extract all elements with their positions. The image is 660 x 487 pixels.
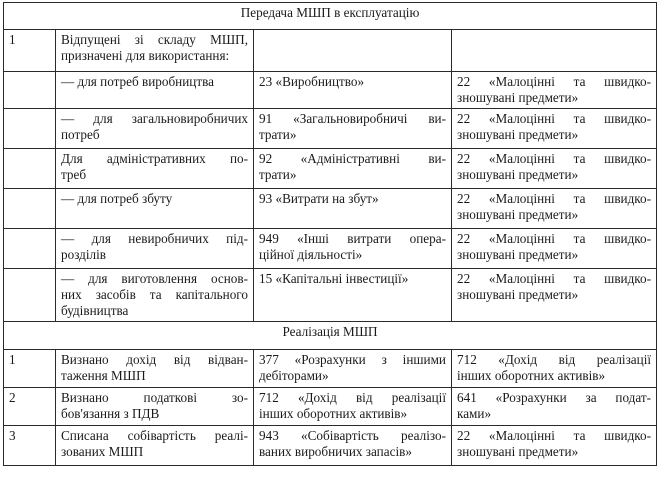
- credit-account-line: 22 «Малоцінні та швидко-: [457, 231, 652, 246]
- debit-account-line: 712 «Дохід від реалізації: [259, 390, 446, 405]
- operation-description: [56, 109, 254, 149]
- debit-account-line: 91 «Загальновиробничі ви-: [259, 111, 446, 126]
- credit-account-line: 712 «Дохід від реалізації: [457, 352, 652, 367]
- operation-description-line: — для невиробничих під-: [61, 231, 248, 246]
- credit-account-line: 22 «Малоцінні та швидко-: [457, 271, 652, 286]
- section-header-row: [4, 3, 657, 30]
- table-row: [4, 388, 657, 426]
- row-number: 2: [4, 388, 56, 426]
- row-number: [4, 109, 56, 149]
- credit-account: [452, 109, 657, 149]
- debit-account: [254, 189, 452, 229]
- operation-description-line: — для виготовлення основ-: [61, 271, 248, 286]
- table-row: [4, 426, 657, 466]
- operation-description-line: бов'язання з ПДВ: [61, 406, 160, 421]
- credit-account-line: 22 «Малоцінні та швидко-: [457, 428, 652, 443]
- row-number: [4, 149, 56, 189]
- accounting-entries-table: [3, 2, 657, 466]
- operation-description: [56, 189, 254, 229]
- table-row: [4, 189, 657, 229]
- credit-account-line: зношувані предмети»: [457, 207, 579, 222]
- operation-description: [56, 388, 254, 426]
- operation-description: [56, 30, 254, 72]
- table-row: [4, 72, 657, 109]
- debit-account-line: 23 «Виробництво»: [259, 74, 365, 89]
- operation-description-line: будівництва: [61, 303, 129, 318]
- operation-description-line: розділів: [61, 247, 107, 262]
- credit-account-line: 22 «Малоцінні та швидко-: [457, 151, 652, 166]
- row-number: [4, 269, 56, 322]
- debit-account: [254, 426, 452, 466]
- row-number: 1: [4, 30, 56, 72]
- debit-account-line: ційної діяльності»: [259, 247, 363, 262]
- debit-account-line: трати»: [259, 167, 297, 182]
- credit-account-line: зношувані предмети»: [457, 127, 579, 142]
- operation-description-line: Списана собівартість реалі-: [61, 428, 248, 443]
- debit-account-line: ваних виробничих запасів»: [259, 444, 412, 459]
- row-number: [4, 72, 56, 109]
- operation-description-line: Визнано дохід від відван-: [61, 352, 248, 367]
- debit-account: [254, 388, 452, 426]
- operation-description-line: таження МШП: [61, 368, 146, 383]
- table-row: [4, 269, 657, 322]
- table-row: [4, 109, 657, 149]
- credit-account: [452, 149, 657, 189]
- operation-description: [56, 269, 254, 322]
- credit-account-line: зношувані предмети»: [457, 444, 579, 459]
- credit-account-line: 22 «Малоцінні та швидко-: [457, 191, 652, 206]
- credit-account-line: інших оборотних активів»: [457, 368, 606, 383]
- debit-account-line: 92 «Адміністративні ви-: [259, 151, 446, 166]
- debit-account-line: інших оборотних активів»: [259, 406, 408, 421]
- debit-account-line: 377 «Розрахунки з іншими: [259, 352, 446, 367]
- operation-description: [56, 350, 254, 388]
- row-number: [4, 189, 56, 229]
- table-row: [4, 229, 657, 269]
- credit-account-line: зношувані предмети»: [457, 287, 579, 302]
- debit-account: [254, 109, 452, 149]
- operation-description: [56, 72, 254, 109]
- section-title: Передача МШП в експлуатацію: [4, 3, 657, 30]
- debit-account-line: 93 «Витрати на збут»: [259, 191, 379, 206]
- table-row: [4, 350, 657, 388]
- operation-description-line: потреб: [61, 127, 100, 142]
- credit-account: [452, 30, 657, 72]
- operation-description-line: — для потреб виробництва: [61, 74, 215, 89]
- operation-description-line: — для потреб збуту: [61, 191, 173, 206]
- operation-description-line: них засобів та капітального: [61, 287, 248, 302]
- credit-account: [452, 189, 657, 229]
- debit-account: [254, 30, 452, 72]
- row-number: 1: [4, 350, 56, 388]
- credit-account: [452, 229, 657, 269]
- credit-account: [452, 388, 657, 426]
- credit-account: [452, 350, 657, 388]
- operation-description-line: зованих МШП: [61, 444, 144, 459]
- credit-account-line: 22 «Малоцінні та швидко-: [457, 74, 652, 89]
- operation-description: [56, 149, 254, 189]
- credit-account: [452, 269, 657, 322]
- debit-account-line: трати»: [259, 127, 297, 142]
- table-row: [4, 30, 657, 72]
- section-header-row: [4, 322, 657, 350]
- debit-account: [254, 149, 452, 189]
- credit-account-line: ками»: [457, 406, 492, 421]
- operation-description-line: Відпущені зі складу МШП,: [61, 32, 248, 47]
- credit-account-line: зношувані предмети»: [457, 167, 579, 182]
- operation-description-line: — для загальновиробничих: [61, 111, 248, 126]
- debit-account-line: дебіторами»: [259, 368, 329, 383]
- debit-account-line: 15 «Капітальні інвестиції»: [259, 271, 409, 286]
- credit-account-line: 641 «Розрахунки за подат-: [457, 390, 652, 405]
- credit-account: [452, 426, 657, 466]
- section-title: Реалізація МШП: [4, 322, 657, 350]
- debit-account: [254, 72, 452, 109]
- operation-description-line: Визнано податкові зо-: [61, 390, 248, 405]
- debit-account: [254, 229, 452, 269]
- row-number: [4, 229, 56, 269]
- debit-account: [254, 269, 452, 322]
- operation-description-line: треб: [61, 167, 87, 182]
- credit-account: [452, 72, 657, 109]
- credit-account-line: зношувані предмети»: [457, 247, 579, 262]
- row-number: 3: [4, 426, 56, 466]
- debit-account: [254, 350, 452, 388]
- operation-description: [56, 229, 254, 269]
- operation-description-line: Для адміністративних по-: [61, 151, 248, 166]
- debit-account-line: 949 «Інші витрати опера-: [259, 231, 446, 246]
- credit-account-line: зношувані предмети»: [457, 90, 579, 105]
- debit-account-line: 943 «Собівартість реалізо-: [259, 428, 446, 443]
- table-row: [4, 149, 657, 189]
- credit-account-line: 22 «Малоцінні та швидко-: [457, 111, 652, 126]
- operation-description-line: призначені для використання:: [61, 48, 230, 63]
- operation-description: [56, 426, 254, 466]
